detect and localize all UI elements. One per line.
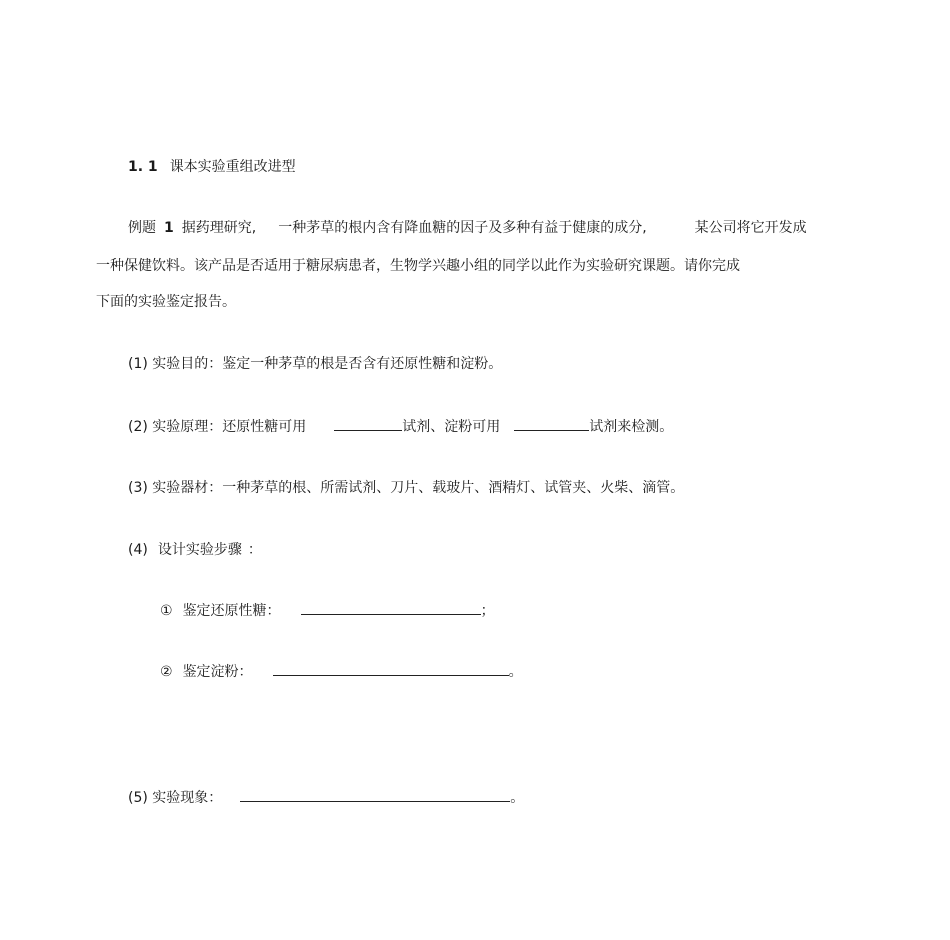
design-text: 设计实验步骤 — [157, 542, 242, 558]
design-label: (4) — [128, 542, 148, 558]
step2-marker: ② — [160, 664, 173, 680]
example-text-1: 据药理研究, — [181, 220, 257, 236]
principle-text-b: 试剂、淀粉可用 — [402, 419, 501, 435]
section-number: 1. 1 — [128, 159, 158, 175]
step1-marker: ① — [160, 603, 173, 619]
principle-blank-1[interactable] — [334, 416, 402, 431]
principle-blank-2[interactable] — [514, 416, 589, 431]
example-label: 例题 — [128, 220, 156, 236]
step2-end: 。 — [508, 664, 523, 680]
experiment-purpose: (1) 实验目的：鉴定一种茅草的根是否含有还原性糖和淀粉。 — [128, 356, 503, 372]
phenomenon-end: 。 — [510, 790, 525, 806]
example-line-3: 下面的实验鉴定报告。 — [96, 294, 236, 310]
step2-blank[interactable] — [273, 661, 509, 676]
step2-label: 鉴定淀粉： — [182, 664, 253, 680]
step-reducing-sugar — [160, 600, 495, 621]
design-colon: ： — [247, 542, 262, 558]
step-starch — [160, 661, 523, 682]
example-text-2: 一种茅草的根内含有降血糖的因子及多种有益于健康的成分, — [278, 220, 647, 236]
step1-blank[interactable] — [301, 600, 481, 615]
example-number: 1 — [164, 220, 174, 236]
section-title: 课本实验重组改进型 — [169, 159, 296, 175]
example-text-3: 某公司将它开发成 — [694, 220, 807, 236]
principle-text-a: (2) 实验原理：还原性糖可用 — [128, 419, 307, 435]
example-line-2: 一种保健饮料。该产品是否适用于糖尿病患者，生物学兴趣小组的同学以此作为实验研究课题。请你完成 — [96, 258, 740, 274]
phenomenon-label: (5) 实验现象： — [128, 790, 223, 806]
step1-end: ； — [480, 603, 495, 619]
example-line-1 — [128, 218, 807, 238]
experiment-phenomenon — [128, 787, 524, 808]
step1-label: 鉴定还原性糖： — [182, 603, 281, 619]
phenomenon-blank[interactable] — [240, 787, 510, 802]
section-heading — [128, 157, 296, 177]
experiment-materials: (3) 实验器材：一种茅草的根、所需试剂、刀片、载玻片、酒精灯、试管夹、火柴、滴管。 — [128, 480, 685, 496]
experiment-principle — [128, 416, 673, 437]
design-steps-heading — [128, 540, 262, 560]
principle-text-c: 试剂来检测。 — [589, 419, 674, 435]
